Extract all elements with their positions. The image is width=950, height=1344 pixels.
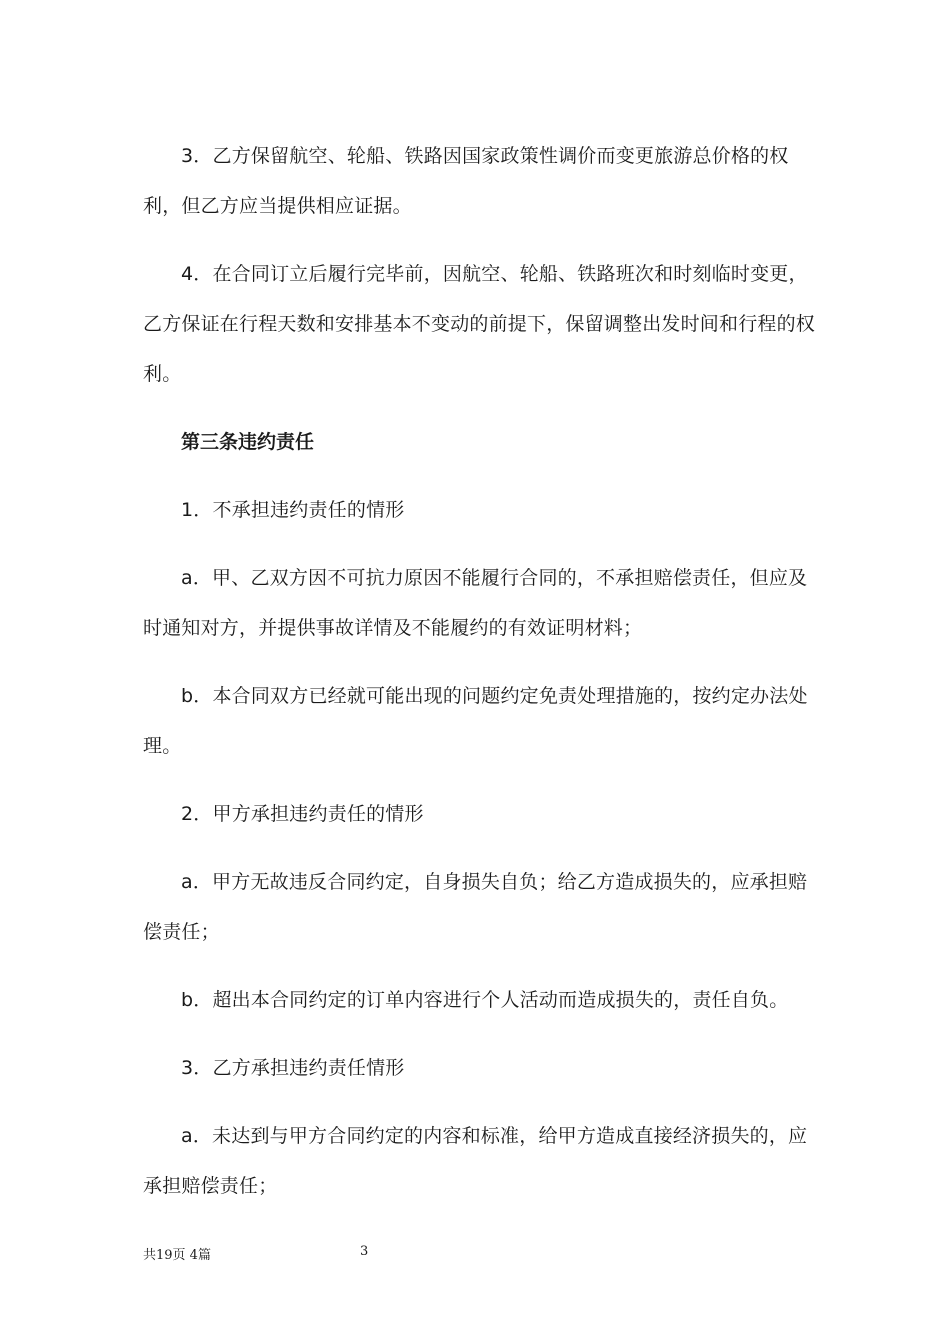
footer-page-number: 3 bbox=[360, 1244, 369, 1259]
paragraph-party-a-liability: 2．甲方承担违约责任的情形 bbox=[181, 803, 424, 825]
paragraph-clause-3: 3．乙方保留航空、轮船、铁路因国家政策性调价而变更旅游总价格的权利，但乙方应当提供相应证据。 bbox=[143, 145, 789, 217]
paragraph-exemption: b．本合同双方已经就可能出现的问题约定免责处理措施的，按约定办法处理。 bbox=[143, 685, 808, 757]
document-body bbox=[143, 131, 815, 1229]
paragraph-clause-4: 4．在合同订立后履行完毕前，因航空、轮船、铁路班次和时刻临时变更，乙方保证在行程天数和安排基本不变动的前提下，保留调整出发时间和行程的权利。 bbox=[143, 263, 816, 385]
paragraph-party-b-breach: a．未达到与甲方合同约定的内容和标准，给甲方造成直接经济损失的，应承担赔偿责任； bbox=[143, 1125, 808, 1197]
paragraph-party-a-personal: b．超出本合同约定的订单内容进行个人活动而造成损失的，责任自负。 bbox=[181, 989, 789, 1011]
paragraph-force-majeure: a．甲、乙双方因不可抗力原因不能履行合同的，不承担赔偿责任，但应及时通知对方，并提供事故详情及不能履约的有效证明材料； bbox=[143, 567, 808, 639]
paragraph-no-liability: 1．不承担违约责任的情形 bbox=[181, 499, 405, 521]
footer-page-count: 共19页 4篇 bbox=[143, 1248, 211, 1263]
paragraph-party-b-liability: 3．乙方承担违约责任情形 bbox=[181, 1057, 405, 1079]
section-heading: 第三条违约责任 bbox=[181, 431, 315, 453]
paragraph-party-a-breach: a．甲方无故违反合同约定，自身损失自负；给乙方造成损失的，应承担赔偿责任； bbox=[143, 871, 808, 943]
